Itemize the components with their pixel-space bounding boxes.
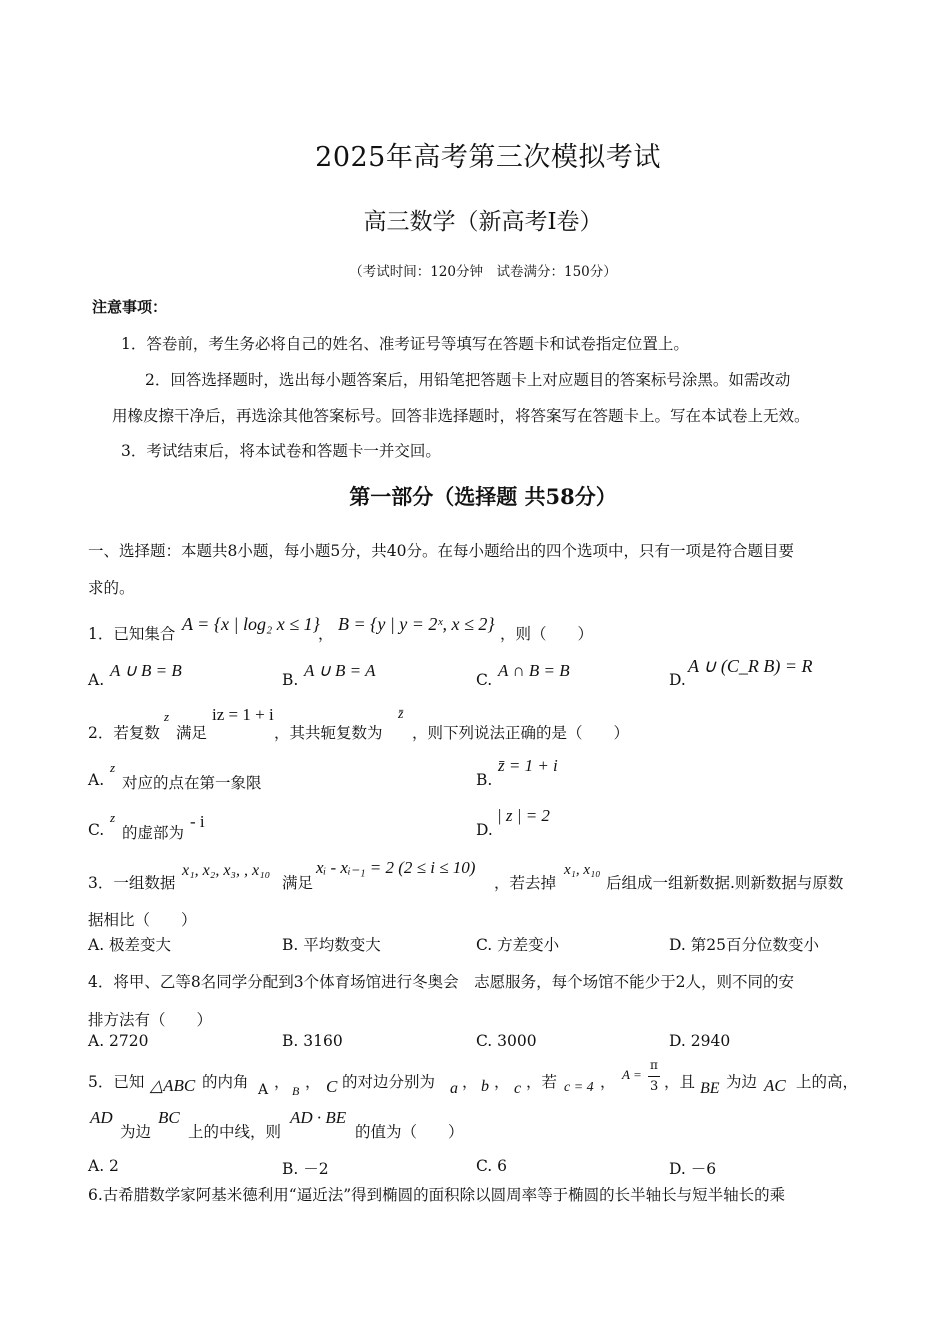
q4-option-c: C. 3000	[476, 1032, 537, 1050]
q4-option-a: A. 2720	[88, 1032, 149, 1050]
q2-option-a-label: A.	[88, 771, 105, 789]
q5-comma-1: ，	[274, 1073, 290, 1091]
q3-option-a: A. 极差变大	[88, 936, 172, 954]
q1-option-b-label: B.	[282, 671, 299, 689]
q5-a: a	[450, 1080, 458, 1097]
notice-heading: 注意事项：	[92, 298, 168, 316]
q1-sep: ，	[318, 625, 334, 643]
q2-option-a-z: z	[110, 760, 116, 775]
q5-triangle: △ABC	[150, 1076, 196, 1095]
q5-fraction-bar	[648, 1076, 660, 1077]
exam-meta: （考试时间：120分钟 试卷满分：150分）	[349, 264, 617, 280]
q5-A: A	[258, 1082, 269, 1098]
notice-item-2: 2．回答选择题时，选出每小题答案后，用铅笔把答题卡上对应题目的答案标号涂黑。如需改动	[145, 371, 791, 389]
notice-item-3: 3．考试结束后，将本试卷和答题卡一并交回。	[121, 442, 441, 460]
q3-stem-b: 满足	[282, 874, 314, 892]
q5-text-11: 的值为（ ）	[355, 1123, 464, 1141]
q2-zbar: z̄	[398, 707, 404, 722]
q5-text-10: 上的中线，则	[188, 1123, 282, 1141]
q6-stem: 6.古希腊数学家阿基米德利用“逼近法”得到椭圆的面积除以圆周率等于椭圆的长半轴长与短半轴长的乘	[88, 1186, 786, 1204]
q5-c: c	[514, 1080, 522, 1097]
q5-BC: BC	[158, 1108, 180, 1127]
q1-tail: ，则（ ）	[500, 625, 594, 643]
notice-item-1: 1．答卷前，考生务必将自己的姓名、准考证号等填写在答题卡和试卷指定位置上。	[121, 335, 689, 353]
q5-text-5: ，	[600, 1073, 616, 1091]
q3-stem-c: ，若去掉	[494, 874, 557, 892]
q1-set-b: B = {y | y = 2ˣ, x ≤ 2}	[338, 614, 495, 634]
q2-option-c-z: z	[110, 810, 116, 825]
exam-subtitle: 高三数学（新高考Ⅰ卷）	[363, 209, 603, 235]
q5-text-1: 5．已知	[88, 1073, 145, 1091]
q5-pi: π	[650, 1058, 658, 1072]
q2-option-b-label: B.	[476, 771, 493, 789]
q2-option-b: z̄ = 1 + i	[498, 756, 558, 775]
q4-option-d: D. 2940	[669, 1032, 731, 1050]
q5-comma-3: ，	[462, 1073, 478, 1091]
q2-option-c-label: C.	[88, 821, 105, 839]
section-instructions-cont: 求的。	[88, 579, 135, 597]
q3-stem-a: 3．一组数据	[88, 874, 176, 892]
q1-option-b: A ∪ B = A	[304, 661, 376, 680]
q2-z: z	[164, 709, 170, 724]
q1-option-c-label: C.	[476, 671, 493, 689]
q5-comma-4: ，	[494, 1073, 510, 1091]
q2-stem-b: 满足	[176, 724, 208, 742]
q3-option-d: D. 第25百分位数变小	[669, 936, 819, 954]
q3-stem-line2: 据相比（ ）	[88, 911, 197, 929]
q1-stem: 1．已知集合	[88, 625, 176, 643]
q2-stem-a: 2．若复数	[88, 724, 160, 742]
q5-AC: AC	[764, 1076, 786, 1095]
q1-option-a: A ∪ B = B	[110, 661, 182, 680]
q5-option-a: A. 2	[88, 1157, 119, 1175]
q5-text-2: 的内角	[202, 1073, 249, 1091]
q3-option-b: B. 平均数变大	[282, 936, 381, 954]
notice-item-2-cont: 用橡皮擦干净后，再选涂其他答案标号。回答非选择题时，将答案写在答题卡上。写在本试卷上无效。	[112, 407, 810, 425]
q2-option-d-label: D.	[476, 821, 493, 839]
exam-title: 2025年高考第三次模拟考试	[315, 142, 661, 173]
q5-BE: BE	[700, 1080, 720, 1097]
q2-option-c-math: - i	[190, 812, 205, 831]
q2-option-a-text: 对应的点在第一象限	[122, 774, 262, 792]
q4-stem: 4．将甲、乙等8名同学分配到3个体育场馆进行冬奥会 志愿服务，每个场馆不能少于2人，则不同的安	[88, 973, 794, 991]
q5-option-b: B. －2	[282, 1160, 329, 1178]
q5-B: B	[292, 1084, 300, 1098]
q2-stem-d: ，则下列说法正确的是（ ）	[412, 724, 630, 742]
q3-condition: xᵢ - xᵢ₋₁ = 2 (2 ≤ i ≤ 10)	[316, 858, 476, 877]
q5-text-6: ，且	[664, 1073, 696, 1091]
q4-option-b: B. 3160	[282, 1032, 343, 1050]
q5-c-equation: c = 4	[564, 1080, 594, 1095]
q5-text-7: 为边	[726, 1073, 758, 1091]
q1-option-d-label: D.	[669, 671, 686, 689]
q2-stem-c: ，其共轭复数为	[274, 724, 383, 742]
q5-three: 3	[650, 1079, 659, 1094]
q1-option-d: A ∪ (C_R B) = R	[688, 656, 813, 676]
q3-removed: x₁, x₁₀	[564, 862, 601, 878]
q5-C: C	[326, 1077, 338, 1096]
q3-stem-d: 后组成一组新数据.则新数据与原数	[606, 874, 844, 892]
q3-option-c: C. 方差变小	[476, 936, 560, 954]
q5-AD: AD	[90, 1108, 113, 1127]
q5-comma-2: ，	[305, 1073, 321, 1091]
q2-option-c-text: 的虚部为	[122, 824, 185, 842]
q5-option-d: D. －6	[669, 1160, 717, 1178]
q5-b: b	[481, 1078, 489, 1095]
q4-stem-line2: 排方法有（ ）	[88, 1011, 213, 1029]
q5-text-3: 的对边分别为	[342, 1073, 436, 1091]
q5-option-c: C. 6	[476, 1157, 508, 1175]
section-instructions: 一、选择题：本题共8小题，每小题5分，共40分。在每小题给出的四个选项中，只有一项是符合题目要	[88, 542, 794, 560]
q2-equation: iz = 1 + i	[212, 705, 274, 724]
part1-title: 第一部分（选择题 共58分）	[349, 484, 617, 509]
q1-set-a: A = {x | log₂ x ≤ 1}	[182, 614, 320, 634]
q1-option-c: A ∩ B = B	[498, 661, 570, 680]
q3-data: x₁, x₂, x₃, , x₁₀	[182, 862, 271, 879]
q5-A-equation: A =	[622, 1067, 642, 1082]
q5-text-9: 为边	[120, 1123, 152, 1141]
q2-option-d: | z | = 2	[497, 806, 550, 825]
q5-dot-product: AD · BE	[290, 1108, 347, 1127]
q5-text-8: 上的高，	[796, 1073, 859, 1091]
q5-text-4: ，若	[526, 1073, 558, 1091]
q1-option-a-label: A.	[88, 671, 105, 689]
